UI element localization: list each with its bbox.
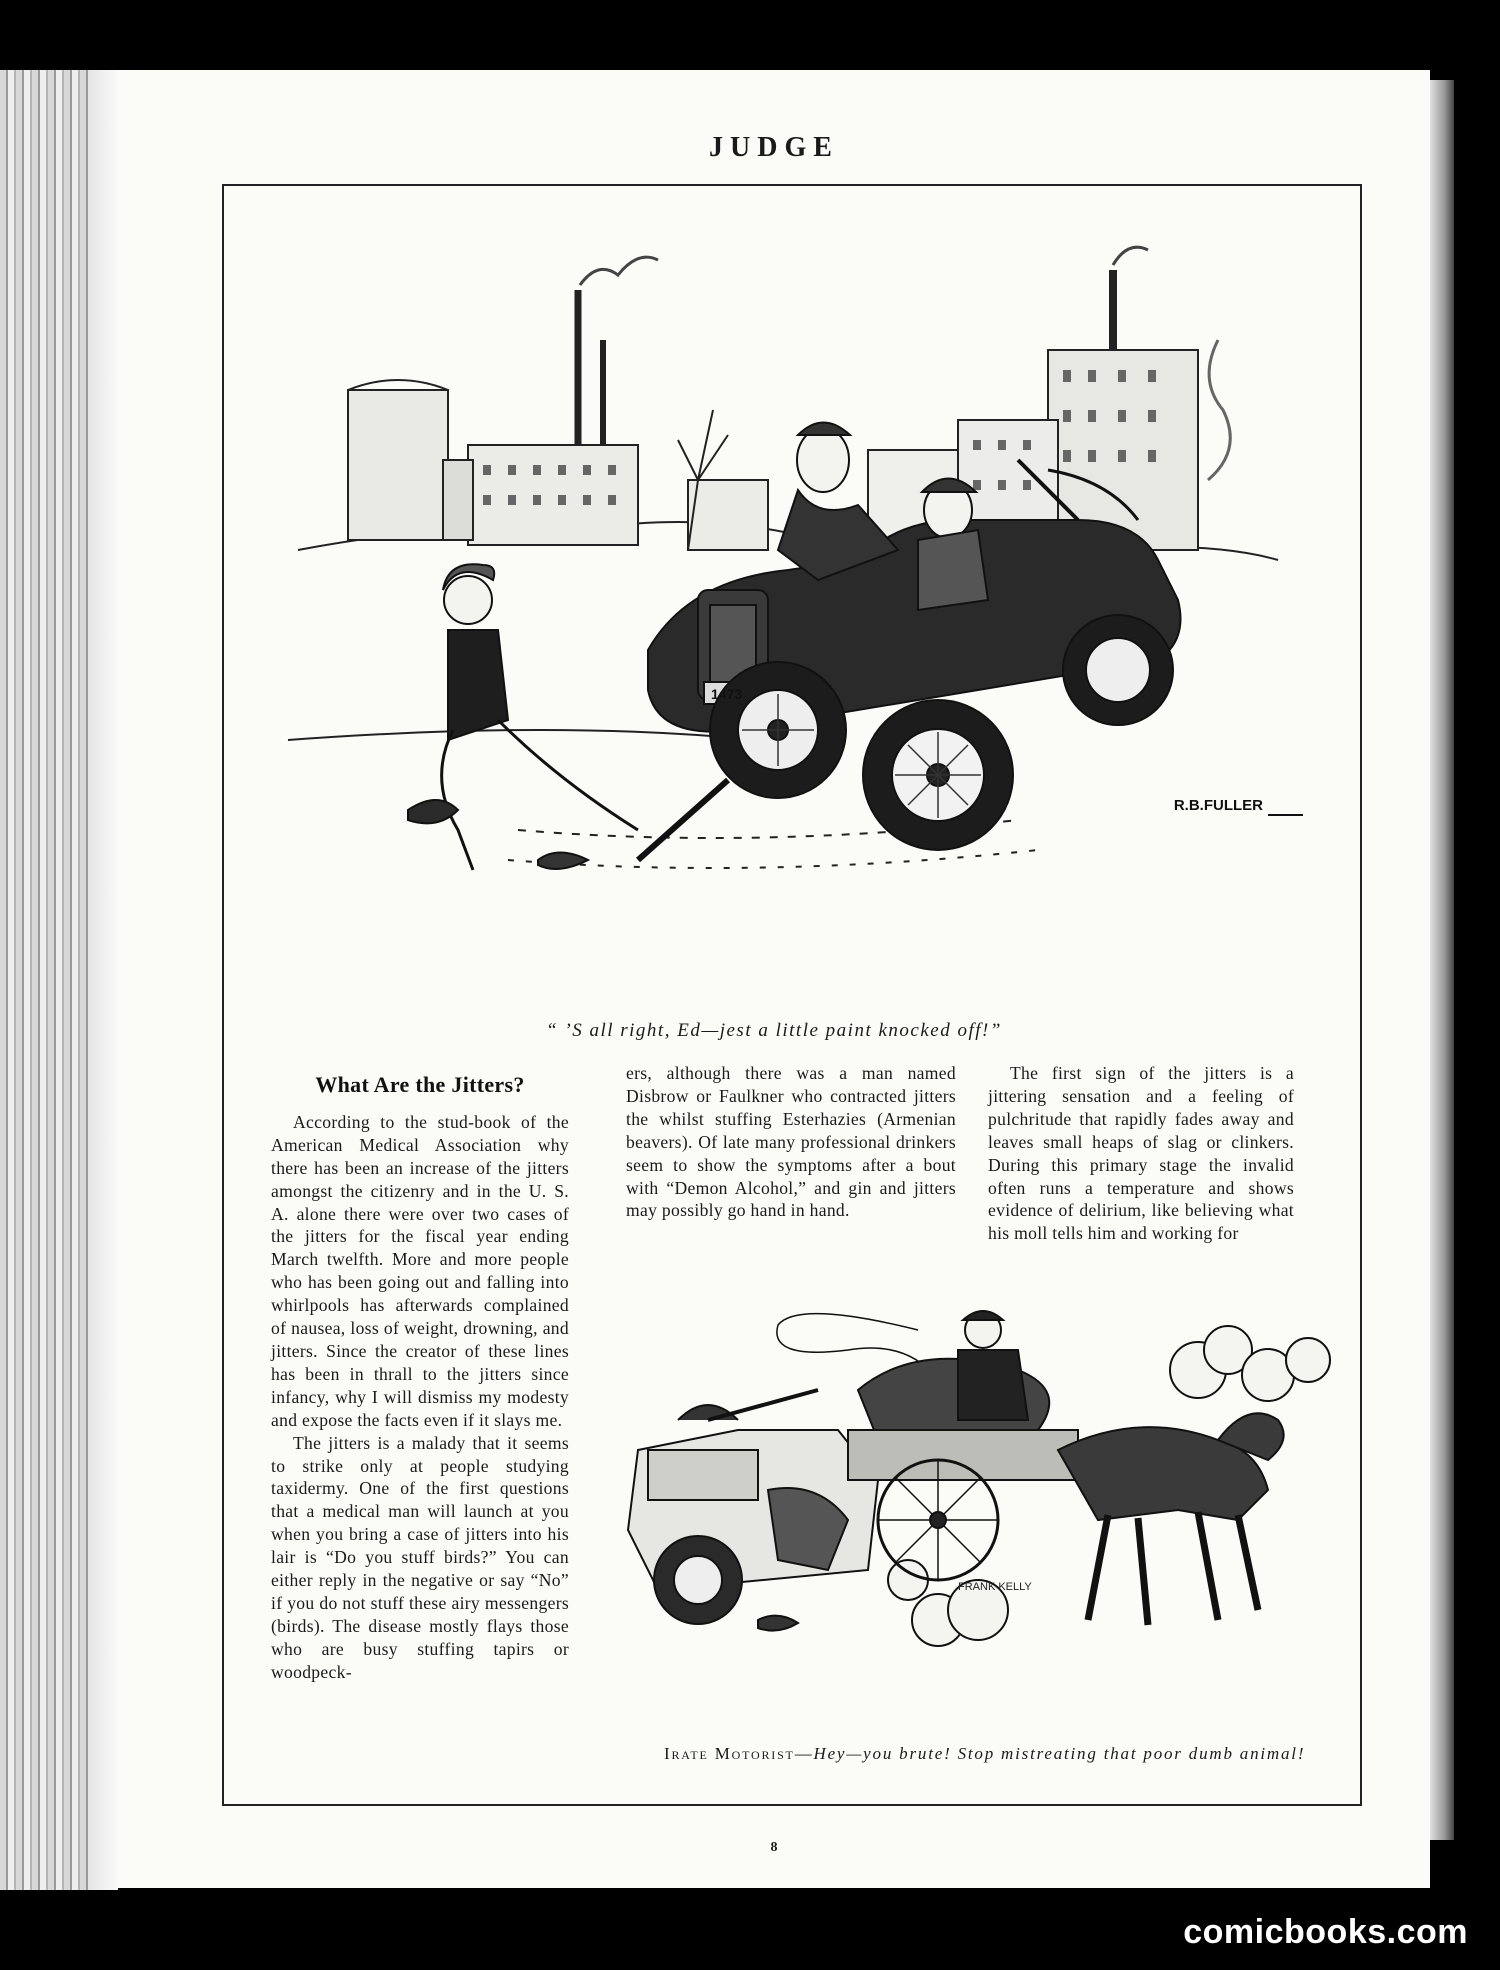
article-column-1 xyxy=(271,1062,569,1684)
article-title: What Are the Jitters? xyxy=(315,1072,525,1097)
top-cartoon-signature: R.B.FULLER xyxy=(1173,797,1263,814)
page-number: 8 xyxy=(770,1840,778,1855)
book-page-edges xyxy=(0,70,118,1890)
book-right-edge xyxy=(1430,80,1454,1840)
license-plate: 1473 xyxy=(711,686,743,702)
magazine-page xyxy=(118,70,1430,1888)
masthead: JUDGE xyxy=(709,132,839,163)
top-cartoon-illustration xyxy=(258,220,1328,990)
article-paragraph-2: The jitters is a malady that it seems to strike only at people studying taxidermy. One of the first questions that a medical man will launch at you when you bring a case of jitters into his lair is “Do you stuff birds?” You can either reply in the negative or say “No” if you do not stuff these airy messengers (birds). The disease mostly flays those who are busy stuffing tapirs or woodpeck- xyxy=(271,1432,569,1682)
bottom-cartoon-caption xyxy=(664,1742,1344,1765)
bottom-cartoon-illustration xyxy=(618,1290,1348,1660)
caption-dash: — xyxy=(794,1744,814,1763)
article-column-3 xyxy=(988,1062,1294,1245)
caption-quote: Hey—you brute! Stop mistreating that poor dumb animal! xyxy=(813,1744,1306,1763)
bottom-cartoon-signature: FRANK KELLY xyxy=(958,1581,1032,1593)
article-paragraph-2-continued: ers, although there was a man named Disbrow or Faulkner who contracted jitters the whilst stuffing Esterhazies (Armenian beavers). Of late many professional drinkers seem to show the symptoms after a bout with “Demon Alcohol,” and gin and jitters may possibly go hand in hand. xyxy=(626,1063,956,1221)
caption-speaker: Irate Motorist xyxy=(664,1744,795,1763)
watermark: comicbooks.com xyxy=(1183,1913,1468,1951)
top-cartoon-caption: “ ’S all right, Ed—jest a little paint knocked off!” xyxy=(546,1020,1002,1041)
article-paragraph-1: According to the stud-book of the American Medical Association why there has been an increase of the jitters amongst the citizenry and in the U. S. A. alone there were over two cases of the jitters for the fiscal year ending March twelfth. More and more people who has been going out and falling into whirlpools has afterwards complained of nausea, loss of weight, drowning, and jitters. Since the creator of these lines has been in thrall to the jitters since infancy, why I will dismiss my modesty and expose the facts even if it slays me. xyxy=(271,1111,569,1430)
article-paragraph-3: The first sign of the jitters is a jittering sensation and a feeling of pulchritude that rapidly fades away and leaves small heaps of slag or clinkers. During this primary stage the invalid often runs a temperature and shows evidence of delirium, like believing what his moll tells him and working for xyxy=(988,1063,1294,1244)
article-column-2 xyxy=(626,1062,956,1222)
